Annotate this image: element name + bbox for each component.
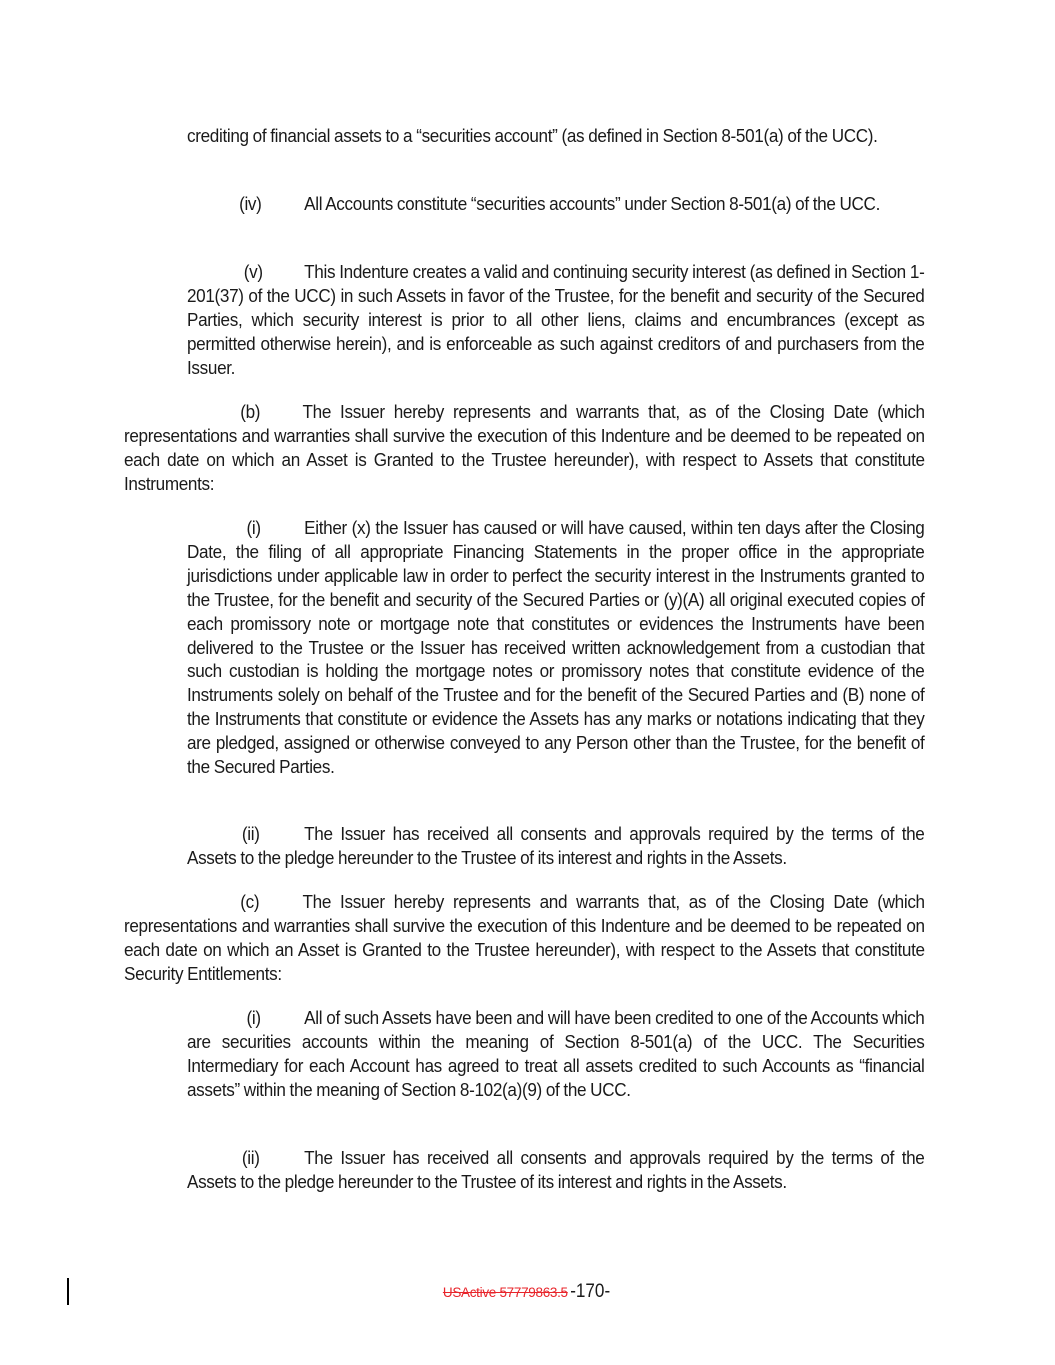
paragraph-a-iv [187,192,924,216]
paragraph-text: The Issuer has received all consents and approvals required by the terms of the Assets to the pledge hereunder to the Trustee of its interest and rights in the Assets. [187,1147,925,1192]
paragraph-text: The Issuer has received all consents and approvals required by the terms of the Assets to the pledge hereunder to the Trustee of its interest and rights in the Assets. [187,823,925,868]
paragraph-label: (c) [240,891,260,912]
paragraph-text: This Indenture creates a valid and continuing security interest (as defined in Section 1-201(37) of the UCC) in such Assets in favor of the Trustee, for the benefit and security of the Secured Parties, which security interest is prior to all other liens, claims and encumbrances (except as permitted otherwise herein), and is enforceable as such against creditors of and purchasers from the Issuer. [187,261,925,378]
paragraph-continuation [187,124,924,148]
paragraph-c-i [187,1006,924,1102]
paragraph-b [124,400,925,496]
page-number: -170- [569,1281,610,1302]
paragraph-label: (ii) [241,823,260,844]
paragraph-text: All Accounts constitute “securities accounts” under Section 8-501(a) of the UCC. [304,193,881,214]
paragraph-text: The Issuer hereby represents and warrants that, as of the Closing Date (which representations and warranties shall survive the execution of this Indenture and be deemed to be repeated on each date on which an Asset is Granted to the Trustee hereunder), with respect to the Assets that constitute Security Entitlements: [124,891,925,984]
paragraph-label: (iv) [239,193,262,214]
paragraph-c-ii [187,1146,924,1194]
paragraph-b-ii [187,822,924,870]
paragraph-text: Either (x) the Issuer has caused or will have caused, within ten days after the Closing Date, the filing of all appropriate Financing Statements in the proper office in the appropriate jurisdictions under applicable law in order to perfect the security interest in the Instruments granted to the Trustee, for the benefit and security of the Secured Parties or (y)(A) all original executed copies of each promissory note or mortgage note that constitutes or evidences the Instruments have been delivered to the Trustee or the Issuer has received written acknowledgement from a custodian that such custodian is holding the mortgage notes or promissory notes that constitute evidence of the Instruments solely on behalf of the Trustee and for the benefit of the Secured Parties and (B) none of the Instruments that constitute or evidence the Assets has any marks or notations indicating that they are pledged, assigned or otherwise conveyed to any Person other than the Trustee, for the benefit of the Secured Parties. [187,517,925,778]
paragraph-a-v [187,260,924,380]
paragraph-label: (i) [246,517,261,538]
page-footer [0,1281,1055,1304]
paragraph-c [124,890,925,986]
document-id: USActive 57779863.5 [442,1285,568,1300]
paragraph-label: (b) [240,401,261,422]
paragraph-b-i [187,516,924,779]
paragraph-text: All of such Assets have been and will have been credited to one of the Accounts which are securities accounts within the meaning of Section 8-501(a) of the UCC. The Securities Intermediary for each Account has agreed to treat all assets credited to such Accounts as “financial assets” within the meaning of Section 8-102(a)(9) of the UCC. [187,1007,925,1100]
paragraph-label: (v) [243,261,263,282]
paragraph-label: (ii) [241,1147,260,1168]
paragraph-text: crediting of financial assets to a “securities account” (as defined in Section 8-501(a) of the UCC). [187,125,878,146]
paragraph-label: (i) [246,1007,261,1028]
paragraph-text: The Issuer hereby represents and warrants that, as of the Closing Date (which representations and warranties shall survive the execution of this Indenture and be deemed to be repeated on each date on which an Asset is Granted to the Trustee hereunder), with respect to Assets that constitute Instruments: [124,401,925,494]
